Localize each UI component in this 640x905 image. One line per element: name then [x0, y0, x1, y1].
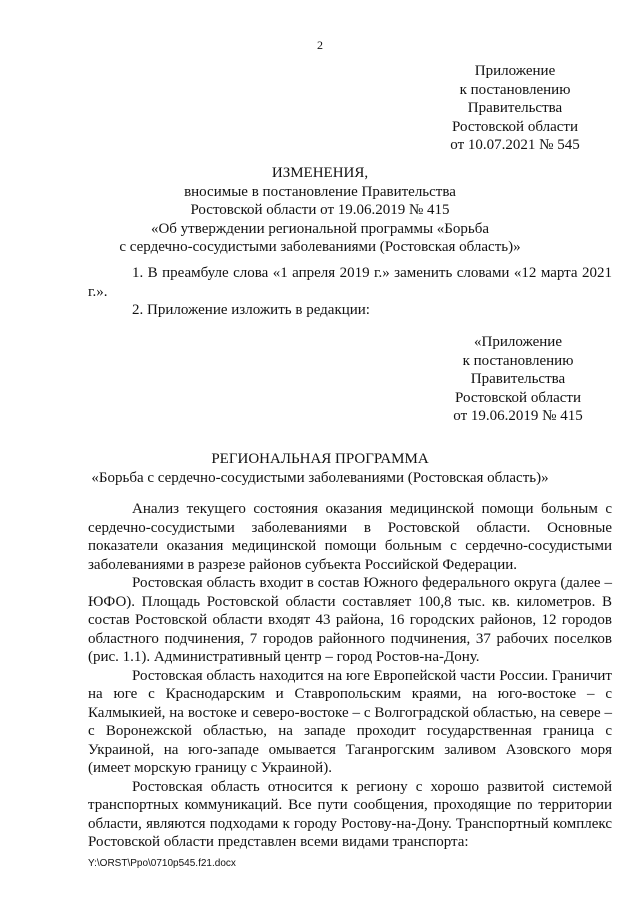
appendix-line: Ростовской области [452, 118, 578, 135]
appendix-line: «Приложение [473, 334, 562, 350]
appendix-line: Ростовской области [455, 389, 581, 406]
paragraph: Ростовская область относится к региону с хорошо развитой системой транспортных коммуникаций. Все пути сообщения, проходящие по территории области, являются подходами к городу Ростову-на-Дону. Транспортный комплекс Ростовской области представлен всеми видами транспорта: [88, 778, 612, 850]
paragraph: Анализ текущего состояния оказания медицинской помощи больным с сердечно-сосудистыми заболеваниями в Ростовской области. Основные показатели оказания медицинской помощи больным с сердечно-сосудистыми заболеваниями в разрезе районов субъекта Российской Федерации. [88, 501, 612, 573]
appendix-quoted [448, 333, 588, 426]
changes-heading: ИЗМЕНЕНИЯ, [271, 165, 369, 181]
change-item: 1. В преамбуле слова «1 апреля 2019 г.» заменить словами «12 марта 2021 г.». [88, 265, 612, 300]
changes-line: вносимые в постановление Правительства [184, 183, 456, 200]
appendix-line: к постановлению [459, 81, 571, 98]
appendix-line: Приложение [474, 63, 556, 79]
changes-title [0, 164, 640, 257]
file-path-footer: Y:\ORST\Ppo\0710p545.f21.docx [88, 858, 236, 869]
changes-line: «Об утверждении региональной программы «Борьба [150, 220, 490, 237]
appendix-line: от 10.07.2021 № 545 [450, 137, 580, 153]
program-subheading: «Борьба с сердечно-сосудистыми заболеваниями (Ростовская область)» [91, 469, 549, 486]
change-item: 2. Приложение изложить в редакции: [132, 302, 370, 318]
appendix-line: к постановлению [462, 352, 574, 369]
appendix-header [445, 62, 585, 155]
appendix-line: Правительства [470, 371, 566, 387]
changes-line: Ростовской области от 19.06.2019 № 415 [190, 202, 450, 218]
program-body [88, 500, 612, 852]
paragraph: Ростовская область входит в состав Южного федерального округа (далее – ЮФО). Площадь Ростовской области составляет 100,8 тыс. кв. километров. В состав Ростовской области входят 43 района, 16 городских районов, 12 городов областного подчинения, 7 городов районного подчинения, 37 рабочих поселков (рис. 1.1). Административный центр – город Ростов-на-Дону. [88, 575, 612, 665]
program-heading: РЕГИОНАЛЬНАЯ ПРОГРАММА [211, 451, 429, 467]
changes-line: с сердечно-сосудистыми заболеваниями (Ростовская область)» [119, 239, 521, 255]
paragraph: Ростовская область находится на юге Европейской части России. Граничит на юге с Краснодарским и Ставропольским краями, на юго-востоке – с Калмыкией, на востоке и северо-востоке – с Волгоградской областью, на севере – с Воронежской областью, на западе проходит государственная граница с Украиной, на юго-западе омывается Таганрогским заливом Азовского моря (имеет морскую границу с Украиной). [88, 667, 612, 776]
program-title [0, 450, 640, 487]
appendix-line: Правительства [467, 100, 563, 116]
change-items [88, 264, 612, 320]
appendix-line: от 19.06.2019 № 415 [453, 408, 583, 424]
page-number: 2 [317, 38, 323, 52]
